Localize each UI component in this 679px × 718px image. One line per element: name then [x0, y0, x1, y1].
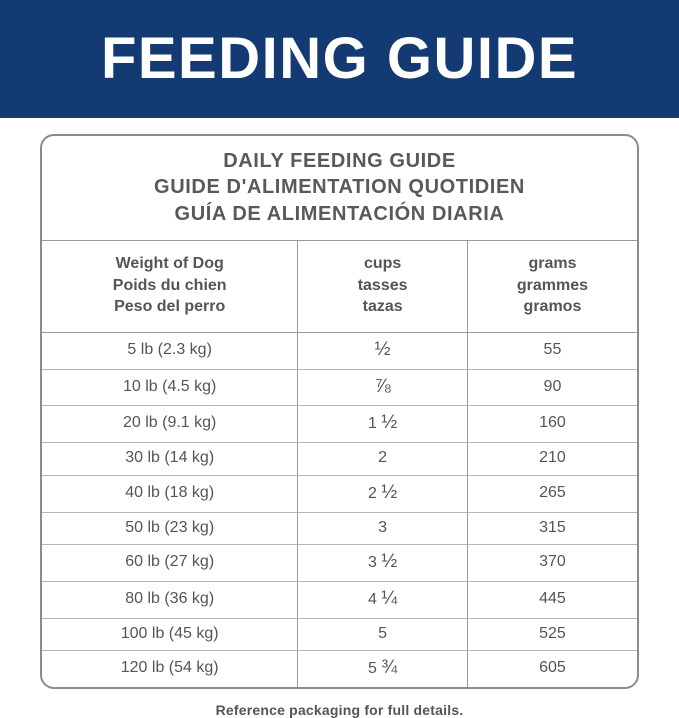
feeding-card — [40, 134, 639, 689]
column-header-weight-fr: Poids du chien — [112, 276, 227, 294]
cell-cups — [298, 369, 468, 406]
table-body — [42, 332, 637, 687]
column-header-grams-en: grams — [528, 255, 577, 273]
column-header-weight-es: Peso del perro — [114, 298, 226, 316]
cell-weight: 10 lb (4.5 kg) — [42, 369, 298, 406]
cell-grams: 55 — [467, 332, 637, 369]
table-row — [42, 651, 637, 687]
cell-cups — [298, 332, 468, 369]
column-header-weight — [42, 241, 298, 333]
footnote: Reference packaging for full details. — [215, 702, 464, 718]
cups-whole: 4 — [368, 590, 377, 608]
cell-cups — [298, 618, 468, 651]
table-head — [42, 241, 637, 333]
table-header-row — [42, 241, 637, 333]
cups-fraction: ½ — [381, 481, 398, 503]
cell-weight: 80 lb (36 kg) — [42, 581, 298, 618]
cell-weight: 100 lb (45 kg) — [42, 618, 298, 651]
table-row — [42, 618, 637, 651]
card-header — [42, 136, 637, 240]
cell-grams: 90 — [467, 369, 637, 406]
cups-fraction: ½ — [381, 412, 398, 434]
cell-cups — [298, 406, 468, 443]
cups-fraction: ¾ — [381, 657, 398, 679]
table-row — [42, 332, 637, 369]
column-header-cups-es: tazas — [362, 298, 403, 316]
table-row — [42, 545, 637, 582]
table-row — [42, 406, 637, 443]
cell-cups — [298, 581, 468, 618]
table-row — [42, 581, 637, 618]
cups-whole: 5 — [368, 660, 377, 678]
cell-weight: 120 lb (54 kg) — [42, 651, 298, 687]
table-row — [42, 369, 637, 406]
column-header-cups — [298, 241, 468, 333]
feeding-card-wrapper — [0, 118, 679, 689]
cups-whole: 3 — [378, 518, 388, 536]
cups-whole: 2 — [368, 484, 377, 502]
column-header-grams-fr: grammes — [516, 276, 589, 294]
cell-weight: 40 lb (18 kg) — [42, 475, 298, 512]
cell-cups — [298, 475, 468, 512]
cups-whole: 5 — [378, 624, 388, 642]
cell-grams: 445 — [467, 581, 637, 618]
cell-weight: 30 lb (14 kg) — [42, 443, 298, 476]
cell-weight: 60 lb (27 kg) — [42, 545, 298, 582]
cups-fraction: ¼ — [381, 587, 398, 609]
cups-whole: 2 — [378, 449, 388, 467]
cell-grams: 315 — [467, 512, 637, 545]
card-header-line-fr: GUIDE D'ALIMENTATION QUOTIDIEN — [154, 176, 525, 199]
cell-cups — [298, 651, 468, 687]
cups-fraction: ⅞ — [374, 375, 391, 397]
column-header-weight-en: Weight of Dog — [115, 255, 224, 273]
column-header-cups-fr: tasses — [357, 276, 408, 294]
cell-weight: 5 lb (2.3 kg) — [42, 332, 298, 369]
card-header-line-en: DAILY FEEDING GUIDE — [223, 150, 456, 172]
cups-fraction: ½ — [374, 338, 391, 360]
column-header-cups-en: cups — [363, 255, 402, 273]
cell-grams: 160 — [467, 406, 637, 443]
table-row — [42, 443, 637, 476]
cell-grams: 210 — [467, 443, 637, 476]
column-header-grams-es: gramos — [523, 298, 582, 316]
cell-weight: 20 lb (9.1 kg) — [42, 406, 298, 443]
cell-cups — [298, 512, 468, 545]
cups-whole: 3 — [368, 554, 377, 572]
cups-fraction: ½ — [381, 551, 398, 573]
cell-grams: 265 — [467, 475, 637, 512]
cell-cups — [298, 545, 468, 582]
page-banner — [0, 0, 679, 118]
cell-grams: 605 — [539, 659, 566, 677]
cell-grams: 370 — [467, 545, 637, 582]
cell-grams: 525 — [467, 618, 637, 651]
cell-cups — [298, 443, 468, 476]
table-row — [42, 512, 637, 545]
feeding-table — [42, 240, 637, 687]
cell-weight: 50 lb (23 kg) — [42, 512, 298, 545]
page-title: FEEDING GUIDE — [100, 26, 579, 91]
table-row — [42, 475, 637, 512]
column-header-grams — [467, 241, 637, 333]
card-header-line-es: GUÍA DE ALIMENTACIÓN DIARIA — [174, 202, 505, 225]
cups-whole: 1 — [368, 415, 377, 433]
